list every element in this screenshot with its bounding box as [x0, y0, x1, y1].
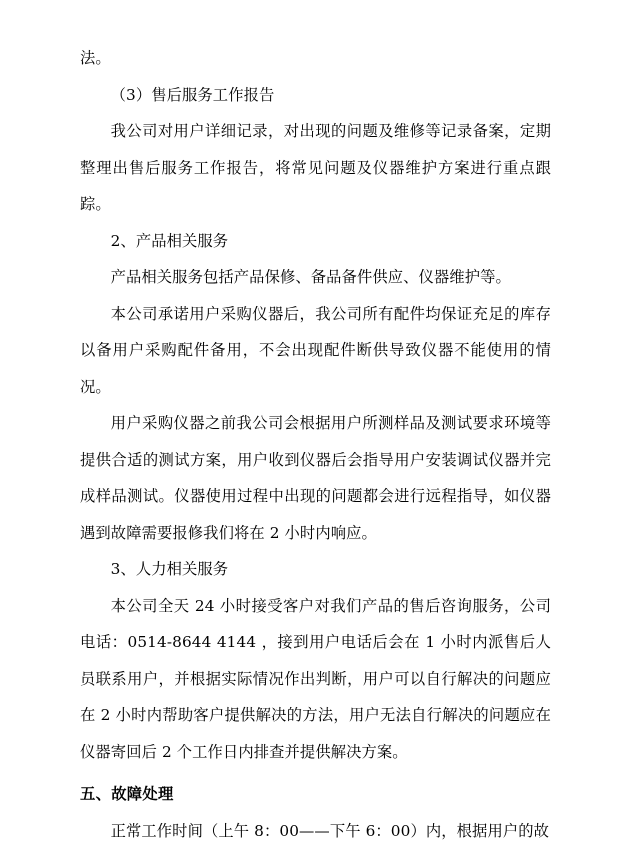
paragraph-section-3-title: （3）售后服务工作报告 — [80, 77, 551, 114]
paragraph-product-services-scope: 产品相关服务包括产品保修、备品备件供应、仪器维护等。 — [80, 259, 551, 296]
paragraph-parts-inventory: 本公司承诺用户采购仪器后，我公司所有配件均保证充足的库存以备用户采购配件备用，不会出现配件断供导致仪器不能使用的情况。 — [80, 296, 551, 406]
paragraph-testing-plan: 用户采购仪器之前我公司会根据用户所测样品及测试要求环境等提供合适的测试方案，用户收到仪器后会指导用户安装调试仪器并完成样品测试。仪器使用过程中出现的问题都会进行远程指导，如仪器遇到故障需要报修我们将在 2 小时内响应。 — [80, 405, 551, 551]
paragraph-hotline-service: 本公司全天 24 小时接受客户对我们产品的售后咨询服务，公司电话：0514-8644 4144 ，接到用户电话后会在 1 小时内派售后人员联系用户，并根据实际情况作出判断，用户可以自行解决的问题应在 2 小时内帮助客户提供解决的方法，用户无法自行解决的问题应在仪器寄回后 2 个工作日内排查并提供解决方案。 — [80, 588, 551, 771]
paragraph-item-3-title: 3、人力相关服务 — [80, 551, 551, 588]
document-body — [80, 40, 551, 849]
paragraph-working-hours: 正常工作时间（上午 8：00——下午 6：00）内，根据用户的故 — [80, 813, 551, 849]
paragraph-service-report: 我公司对用户详细记录，对出现的问题及维修等记录备案，定期整理出售后服务工作报告，将常见问题及仪器维护方案进行重点跟踪。 — [80, 113, 551, 223]
section-heading-fault-handling: 五、故障处理 — [80, 776, 551, 813]
paragraph-continuation: 法。 — [80, 40, 551, 77]
paragraph-item-2-title: 2、产品相关服务 — [80, 223, 551, 260]
